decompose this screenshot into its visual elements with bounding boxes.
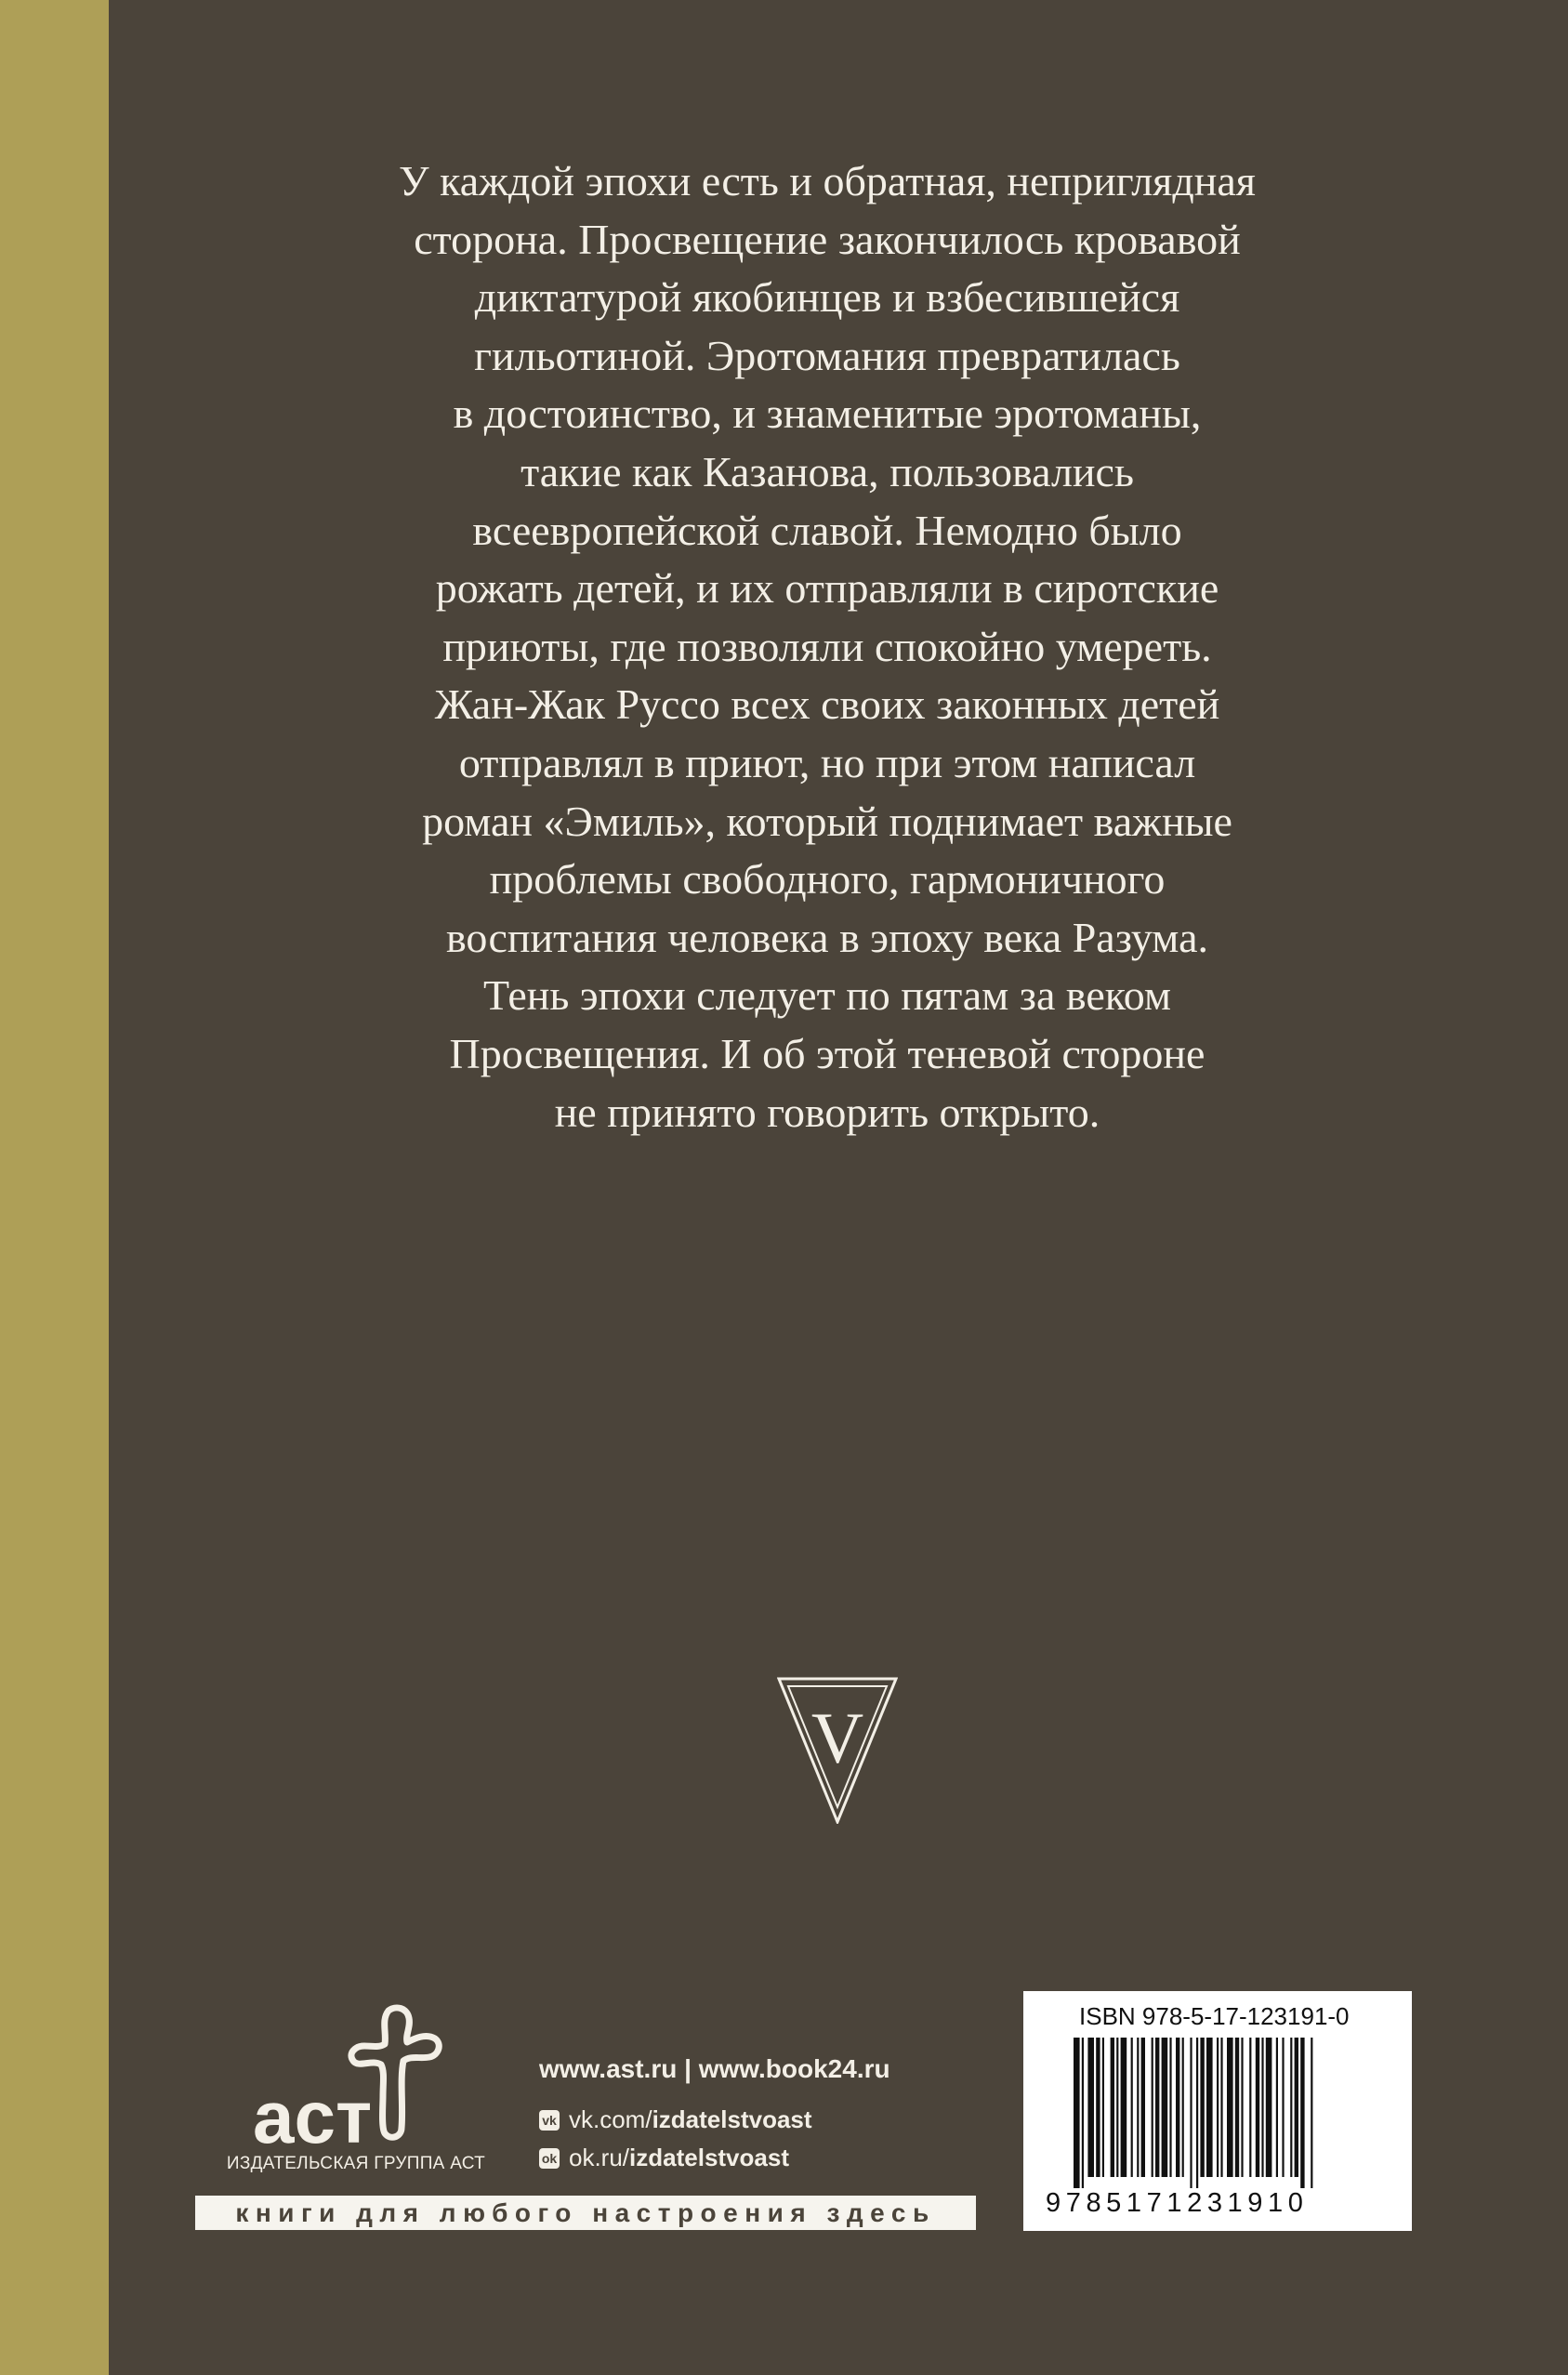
barcode-bar xyxy=(1235,2038,1239,2177)
blurb-line: Тень эпохи следует по пятам за веком xyxy=(483,971,1171,1020)
barcode-bar xyxy=(1131,2038,1133,2177)
barcode-bar xyxy=(1220,2038,1222,2177)
blurb-line: диктатурой якобинцев и взбесившейся xyxy=(474,273,1180,322)
barcode-bar xyxy=(1300,2038,1304,2188)
barcode-bar xyxy=(1256,2038,1259,2177)
barcode-bar xyxy=(1111,2038,1114,2177)
publisher-group-label: ИЗДАТЕЛЬСКАЯ ГРУППА АСТ xyxy=(226,2154,486,2173)
barcode-bar xyxy=(1155,2038,1159,2177)
barcode-bar xyxy=(1087,2038,1094,2177)
barcode-bar xyxy=(1206,2038,1213,2177)
barcode-bar xyxy=(1311,2038,1312,2188)
barcode-bar xyxy=(1227,2038,1233,2177)
ast-logo-text: аст xyxy=(253,2076,373,2152)
website-links[interactable]: www.ast.ru | www.book24.ru xyxy=(539,2054,890,2083)
barcode-bar xyxy=(1290,2038,1292,2177)
barcode-bar xyxy=(1169,2038,1171,2177)
ast-logo-icon xyxy=(249,2003,444,2152)
isbn-label: ISBN 978-5-17-123191-0 xyxy=(1079,2002,1350,2030)
barcode-bar xyxy=(1190,2038,1192,2188)
ok-prefix: ok.ru/ xyxy=(569,2144,630,2171)
barcode-bar xyxy=(1200,2038,1204,2177)
emblem-letter: V xyxy=(810,1697,864,1778)
blurb-line: У каждой эпохи есть и обратная, неприглядная xyxy=(399,157,1256,205)
barcode-bar xyxy=(1182,2038,1184,2177)
tagline-bar: книги для любого настроения здесь xyxy=(195,2196,976,2230)
blurb-line: рожать детей, и их отправляли в сиротские xyxy=(435,564,1219,613)
barcode-bar xyxy=(1282,2038,1284,2177)
barcode-bar xyxy=(1266,2038,1272,2177)
blurb-line: не принято говорить открыто. xyxy=(554,1088,1100,1136)
blurb-line: воспитания человека в эпоху века Разума. xyxy=(445,913,1209,961)
blurb-line: сторона. Просвещение закончилось кровавой xyxy=(414,215,1241,263)
barcode-bar xyxy=(1176,2038,1179,2177)
barcode-bar xyxy=(1116,2038,1118,2177)
barcode-bar xyxy=(1196,2038,1198,2188)
barcode-bar xyxy=(1162,2038,1168,2177)
barcode-bar xyxy=(1152,2038,1153,2177)
isbn-barcode-box xyxy=(1023,1991,1412,2231)
barcode-bar xyxy=(1096,2038,1100,2177)
barcode-bar xyxy=(1082,2038,1084,2188)
spine-band xyxy=(0,0,109,2375)
blurb-line: проблемы свободного, гармоничного xyxy=(489,855,1166,904)
vk-icon: vk xyxy=(539,2110,560,2131)
barcode-bar xyxy=(1261,2038,1263,2177)
blurb-text xyxy=(279,152,1376,1141)
v-triangle-emblem-icon xyxy=(777,1677,898,1824)
publisher-links xyxy=(539,2054,976,2172)
barcode-icon xyxy=(1074,2038,1371,2188)
blurb-line: Жан-Жак Руссо всех своих законных детей xyxy=(434,680,1220,729)
vk-link[interactable] xyxy=(539,2105,976,2134)
blurb-line: отправлял в приют, но при этом написал xyxy=(458,738,1196,786)
barcode-bar xyxy=(1249,2038,1251,2177)
ok-link[interactable] xyxy=(539,2144,976,2172)
blurb-line: приюты, где позволяли спокойно умереть. xyxy=(442,622,1212,670)
barcode-bar xyxy=(1241,2038,1243,2177)
blurb-line: всеевропейской славой. Немодно было xyxy=(472,506,1182,554)
barcode-bar xyxy=(1121,2038,1127,2177)
blurb-line: такие как Казанова, пользовались xyxy=(520,447,1134,495)
blurb-line: роман «Эмиль», который поднимает важные xyxy=(422,797,1232,845)
barcode-bar xyxy=(1295,2038,1298,2177)
blurb-line: гильотиной. Эротомания превратилась xyxy=(474,331,1180,379)
barcode-bar xyxy=(1102,2038,1104,2177)
vk-handle: izdatelstvoast xyxy=(652,2105,812,2133)
barcode-bar xyxy=(1217,2038,1219,2177)
blurb-line: Просвещения. И об этой теневой стороне xyxy=(449,1029,1206,1077)
ok-handle: izdatelstvoast xyxy=(629,2144,789,2171)
isbn-digits: 9785171231910 xyxy=(1046,2188,1309,2218)
barcode-bar xyxy=(1074,2038,1080,2188)
blurb-line: в достоинство, и знаменитые эротоманы, xyxy=(453,389,1202,438)
ok-icon: ok xyxy=(539,2148,560,2169)
barcode-bar xyxy=(1137,2038,1139,2177)
vk-prefix: vk.com/ xyxy=(569,2105,652,2133)
barcode-bar xyxy=(1141,2038,1145,2177)
barcode-bar xyxy=(1276,2038,1278,2177)
